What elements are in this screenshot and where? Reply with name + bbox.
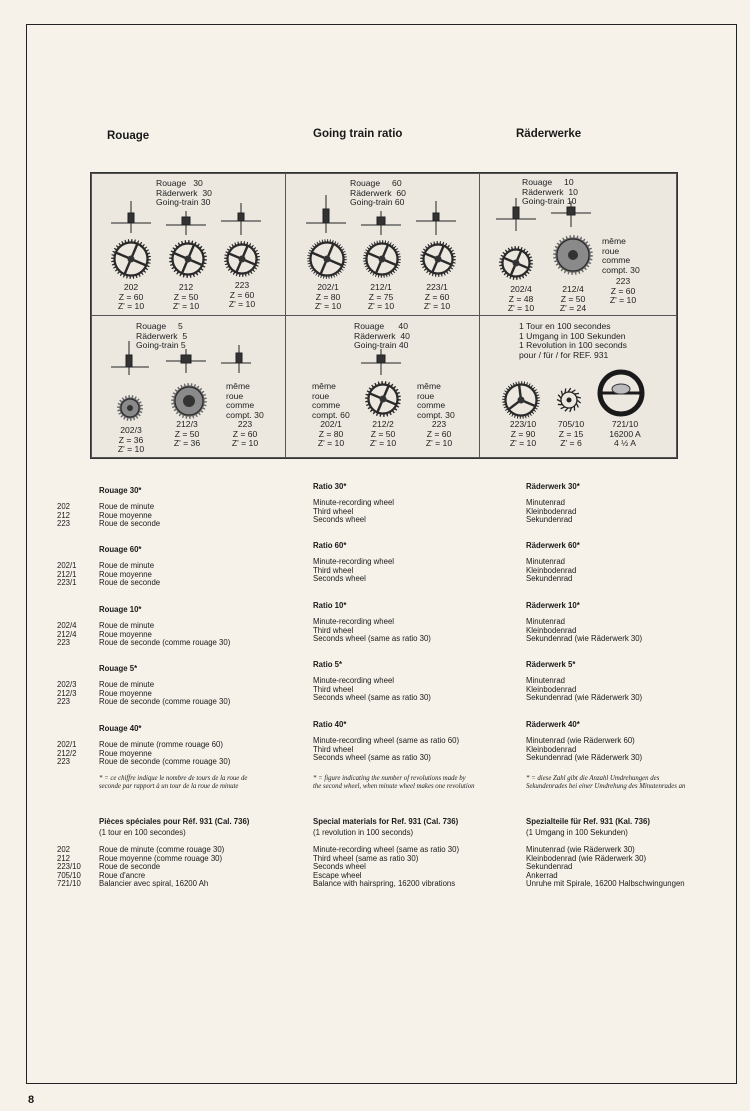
special-title-en: Special materials for Ref. 931 (Cal. 736) [313, 817, 459, 826]
section-codes: 202/1 212/2 223 [57, 740, 77, 767]
wheel-212-1 [363, 240, 401, 278]
section-list-en: Minute-recording wheel Third wheel Seconds wheel (same as ratio 30) [313, 617, 431, 644]
header-de: Räderwerke [516, 128, 582, 140]
wheel-label: 202/4 Z = 48 Z' = 10 [507, 284, 535, 314]
footnote-en: * = figure indicating the number of revolutions made by the second wheel, when minute wheel makes one revolution [313, 775, 475, 791]
section-title-de: Räderwerk 10* [526, 601, 580, 610]
section-title-en: Ratio 5* [313, 660, 343, 669]
header-en: Going train ratio [313, 128, 403, 140]
special-sub-fr: (1 tour en 100 secondes) [99, 828, 186, 837]
note-meme-roue-40-left: même roue comme compt. 60 [312, 381, 350, 420]
wheel-label: 212/3 Z = 50 Z' = 36 [173, 419, 201, 449]
wheel-202-3 [117, 395, 143, 421]
wheel-label: 223 Z = 60 Z' = 10 [609, 276, 637, 306]
header-fr: Rouage [107, 130, 150, 142]
wheel-label: 202 Z = 60 Z' = 10 [117, 282, 145, 312]
section-title-fr: Rouage 10* [99, 605, 142, 614]
wheel-212-2 [365, 381, 401, 417]
section-list-fr: Roue de minute (romme rouage 60) Roue moyenne Roue de seconde (comme rouage 30) [99, 740, 231, 767]
note-meme-roue-40-right: même roue comme compt. 30 [417, 381, 455, 420]
section-title-fr: Rouage 60* [99, 545, 142, 554]
section-list-fr: Roue de minute Roue moyenne Roue de seconde [99, 561, 161, 588]
balance-wheel-721-10 [600, 372, 642, 414]
wheel-223-1 [420, 241, 456, 277]
section-title-de: Räderwerk 30* [526, 482, 580, 491]
section-list-de: Minutenrad Kleinbodenrad Sekundenrad (wie Räderwerk 30) [526, 617, 643, 644]
section-title-de: Räderwerk 5* [526, 660, 576, 669]
wheel-drawings [91, 173, 677, 458]
section-list-en: Minute-recording wheel Third wheel Seconds wheel [313, 498, 395, 525]
special-list-en: Minute-recording wheel (same as ratio 30) Third wheel (same as ratio 30) Seconds wheel Escape wheel Balance with hairspring, 16200 vibrations [313, 845, 460, 889]
wheel-212 [169, 240, 207, 278]
section-list-de: Minutenrad Kleinbodenrad Sekundenrad (wie Räderwerk 30) [526, 676, 643, 703]
wheel-label: 202/1 Z = 80 Z' = 10 [317, 419, 345, 449]
wheel-label: 223 Z = 60 Z' = 10 [228, 280, 256, 310]
special-sub-de: (1 Umgang in 100 Sekunden) [526, 828, 628, 837]
section-list-fr: Roue de minute Roue moyenne Roue de seconde (comme rouage 30) [99, 680, 231, 707]
wheel-label: 212 Z = 50 Z' = 10 [172, 282, 200, 312]
wheel-223 [224, 241, 260, 277]
special-sub-en: (1 revolution in 100 seconds) [313, 828, 414, 837]
section-title-en: Ratio 30* [313, 482, 347, 491]
caption-rouage-10: Rouage 10 Räderwerk 10 Going-train 10 [522, 177, 578, 207]
section-codes: 202 212 223 [57, 502, 71, 529]
section-title-de: Räderwerk 60* [526, 541, 580, 550]
section-list-de: Minutenrad (wie Räderwerk 60) Kleinbodenrad Sekundenrad (wie Räderwerk 30) [526, 736, 643, 763]
section-list-en: Minute-recording wheel (same as ratio 60) Third wheel Seconds wheel (same as ratio 30) [313, 736, 460, 763]
section-title-en: Ratio 10* [313, 601, 347, 610]
caption-rouage-5: Rouage 5 Räderwerk 5 Going-train 5 [136, 321, 188, 351]
wheel-label: 721/10 16200 A 4 ½ A [609, 419, 641, 449]
wheel-212-3 [171, 383, 207, 419]
section-list-de: Minutenrad Kleinbodenrad Sekundenrad [526, 557, 577, 584]
wheel-label: 223 Z = 60 Z' = 10 [425, 419, 453, 449]
special-title-de: Spezialteile für Ref. 931 (Kal. 736) [526, 817, 650, 826]
wheel-label: 212/2 Z = 50 Z' = 10 [369, 419, 397, 449]
section-title-en: Ratio 60* [313, 541, 347, 550]
section-list-fr: Roue de minute Roue moyenne Roue de seconde [99, 502, 161, 529]
section-codes: 202/1 212/1 223/1 [57, 561, 77, 588]
wheel-202-1 [307, 239, 347, 279]
wheel-label: 212/1 Z = 75 Z' = 10 [367, 282, 395, 312]
special-title-fr: Pièces spéciales pour Réf. 931 (Cal. 736) [99, 817, 250, 826]
wheel-label: 705/10 Z = 15 Z' = 6 [557, 419, 585, 449]
special-list-de: Minutenrad (wie Räderwerk 30) Kleinbodenrad (wie Räderwerk 30) Sekundenrad Ankerrad Unruhe mit Spirale, 16200 Halbschwingungen [526, 845, 685, 889]
note-meme-roue-10: même roue comme compt. 30 [602, 236, 640, 275]
section-title-fr: Rouage 40* [99, 724, 142, 733]
caption-rouage-40: Rouage 40 Räderwerk 40 Going-train 40 [354, 321, 410, 351]
section-codes: 202/3 212/3 223 [57, 680, 77, 707]
wheel-label: 223/1 Z = 60 Z' = 10 [423, 282, 451, 312]
wheel-223-10 [502, 381, 540, 419]
caption-ref-931: 1 Tour en 100 secondes 1 Umgang in 100 Sekunden 1 Revolution in 100 seconds pour / für / for REF. 931 [519, 321, 627, 360]
special-codes: 202 212 223/10 705/10 721/10 [57, 845, 81, 889]
wheel-label: 202/1 Z = 80 Z' = 10 [314, 282, 342, 312]
footnote-de: * = diese Zahl gibt die Anzahl Umdrehungen des Sekundenrades bei einer Umdrehung des Minutenrades an [526, 775, 686, 791]
wheel-202-4 [499, 246, 533, 280]
note-meme-roue-5: même roue comme compt. 30 [226, 381, 264, 420]
wheel-label: 202/3 Z = 36 Z' = 10 [117, 425, 145, 455]
section-title-de: Räderwerk 40* [526, 720, 580, 729]
caption-rouage-30: Rouage 30 Räderwerk 30 Going-train 30 [156, 178, 212, 208]
wheel-212-4 [553, 235, 593, 275]
section-codes: 202/4 212/4 223 [57, 621, 77, 648]
section-title-fr: Rouage 5* [99, 664, 138, 673]
caption-rouage-60: Rouage 60 Räderwerk 60 Going-train 60 [350, 178, 406, 208]
section-list-en: Minute-recording wheel Third wheel Seconds wheel (same as ratio 30) [313, 676, 431, 703]
section-title-en: Ratio 40* [313, 720, 347, 729]
wheel-label: 223/10 Z = 90 Z' = 10 [509, 419, 537, 449]
wheel-label: 223 Z = 60 Z' = 10 [231, 419, 259, 449]
page-number: 8 [28, 1094, 35, 1106]
gear-train-diagram [90, 172, 678, 459]
wheel-202 [111, 239, 151, 279]
special-list-fr: Roue de minute (comme rouage 30) Roue moyenne (comme rouage 30) Roue de seconde Roue d'ancre Balancier avec spiral, 16200 Ah [99, 845, 225, 889]
wheel-label: 212/4 Z = 50 Z' = 24 [559, 284, 587, 314]
escape-wheel-705-10 [557, 388, 581, 412]
section-title-fr: Rouage 30* [99, 486, 142, 495]
footnote-fr: * = ce chiffre indique le nombre de tours de la roue de seconde par rapport à un tour de la roue de minute [99, 775, 248, 791]
section-list-fr: Roue de minute Roue moyenne Roue de seconde (comme rouage 30) [99, 621, 231, 648]
section-list-en: Minute-recording wheel Third wheel Seconds wheel [313, 557, 395, 584]
section-list-de: Minutenrad Kleinbodenrad Sekundenrad [526, 498, 577, 525]
